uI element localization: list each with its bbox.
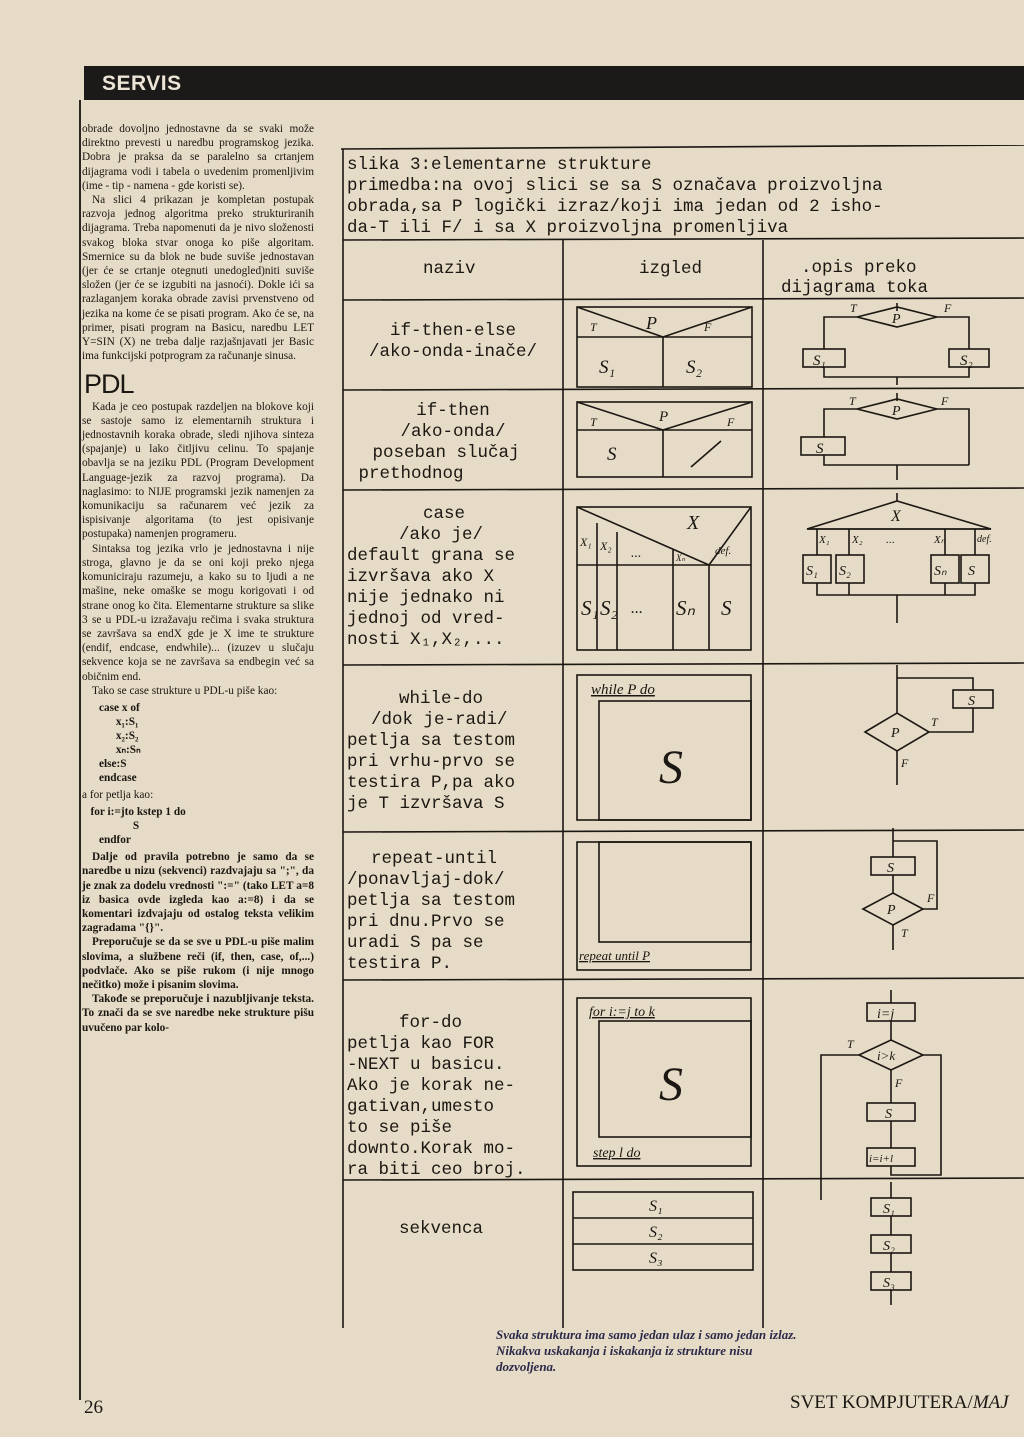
text-column (82, 122, 314, 1035)
row-name-line: jednoj od vred- (347, 609, 505, 629)
figure-caption (496, 1327, 936, 1375)
label-S: S (659, 1058, 683, 1111)
label-incr: i=i+l (869, 1153, 894, 1165)
label-S1: S₁ (806, 564, 818, 579)
nassi-sequence (573, 1192, 753, 1270)
label-S1: S₁ (599, 357, 616, 378)
label-P: P (892, 404, 901, 419)
label-F: F (704, 320, 712, 334)
label-T: T (931, 715, 938, 729)
row-name-line: sekvenca (399, 1219, 484, 1239)
label-P: P (646, 313, 657, 333)
row-name-line: while-do (399, 689, 484, 709)
row-name-line: /ako-onda/ (400, 422, 506, 442)
label-P: P (892, 312, 901, 327)
label-dots: ... (631, 600, 643, 617)
row-name-line: default grana se (347, 546, 516, 566)
label-x1: X₁ (580, 535, 592, 549)
nassi-if-then (577, 402, 752, 477)
row-name-line: downto.Korak mo- (347, 1139, 516, 1159)
figure-note-line: obrada,sa P logički izraz/koji ima jedan od 2 isho- (347, 197, 883, 217)
label-F: F (727, 415, 735, 429)
row-name-line: prethodnog (358, 464, 464, 484)
label-F: F (927, 891, 935, 905)
label-T: T (847, 1037, 854, 1051)
row-name-line: pri dnu.Prvo se (347, 912, 505, 932)
label-S: S (968, 564, 975, 579)
code-for: for i:=jto kstep 1 do S endfor (90, 806, 186, 847)
figure-title: slika 3:elementarne strukture (347, 155, 652, 175)
row-name-line: petlja kao FOR (347, 1034, 495, 1054)
issue-month: MAJ (972, 1392, 1009, 1413)
label-T: T (590, 415, 597, 429)
row-name-line: pri vrhu-prvo se (347, 752, 516, 772)
label-X: X (687, 512, 700, 534)
label-S: S (659, 741, 683, 794)
caption-line: dozvoljena. (496, 1359, 557, 1374)
label-T: T (849, 394, 856, 408)
label-S2: S₂ (839, 564, 851, 579)
row-name-line: nosti X₁,X₂,... (347, 630, 505, 650)
paragraph: Kada je ceo postupak razdeljen na blokove koji se sastoje samo iz elementarnih struktura i jednostavnih koraka obrade, sledi njihova sinteza (spajanje) u lako čitljivu celinu. To spajanje obavlja se na jeziku PDL (Program Development Language-jezik za razvoj programa). Da naglasimo: to NIJE programski jezik namenjen za komunikaciju sa računarem već jezik za ispisivanje algoritama (to jest opisivanje postupaka) namenjen programeru. (82, 400, 314, 541)
label-P: P (887, 903, 896, 918)
label-X: X (891, 508, 901, 525)
label-T: T (901, 926, 908, 940)
label-S1: S₁ (581, 596, 599, 620)
flow-case (803, 493, 992, 623)
row-name-line: petlja sa testom (347, 891, 516, 911)
label-P: P (659, 409, 669, 425)
flow-sequence (871, 1182, 911, 1305)
row-name-line: /dok je-radi/ (371, 710, 508, 730)
code-case: case x of x₁:S₁ x₂:S₂ xₙ:Sₙ else:S endcase (98, 701, 141, 784)
label-S3: S₃ (649, 1250, 663, 1267)
row-name-line: poseban slučaj (372, 443, 520, 463)
label-dots: ... (631, 546, 642, 561)
label-S1: S₁ (883, 1202, 895, 1217)
label-F: F (944, 301, 952, 315)
label-S: S (887, 861, 894, 876)
row-name-line: to se piše (347, 1118, 453, 1138)
label-S1: S₁ (813, 353, 826, 369)
column-header-izgled: izgled (639, 259, 703, 279)
label-x2: X₂ (852, 534, 863, 546)
row-name-line: gativan,umesto (347, 1097, 495, 1117)
paragraph: Preporučuje se da se sve u PDL-u piše malim slovima, a službene reči (if, then, case, of,...) podvlače. Ako se piše rukom (i nije mnogo nečitko) može i pisanim slovima. (82, 936, 314, 991)
label-assign: i=j (877, 1007, 895, 1022)
row-name-line: -NEXT u basicu. (347, 1055, 505, 1075)
label-for-header: for i:=j to k (589, 1005, 655, 1020)
label-cond: i>k (877, 1048, 896, 1063)
column-header-opis: .opis preko (801, 258, 917, 278)
nassi-for-do (577, 998, 751, 1166)
label-repeat-footer: repeat until P (579, 948, 651, 963)
row-name-line: /ponavljaj-dok/ (347, 870, 505, 890)
figure-note-line: primedba:na ovoj slici se sa S označava proizvoljna (347, 176, 883, 196)
nassi-while-do (577, 675, 751, 820)
label-S3: S₃ (883, 1276, 895, 1291)
label-S: S (721, 596, 732, 620)
nassi-case (577, 507, 751, 650)
paragraph: Dalje od pravila potrebno je samo da se naredbe u nizu (sekvenci) razdvajaju sa ";", da je znak za dodelu vrednosti ":=" (tako LET a=8 iz basica ovde izgleda kao a:=8) i da se komentari izdvajaju od ostalog teksta velikim zagradama "{}". (82, 851, 314, 935)
figure-note-line: da-T ili F/ i sa X proizvoljna promenljiva (347, 218, 789, 238)
label-S2: S₂ (883, 1239, 895, 1254)
label-Sn: Sₙ (934, 564, 947, 579)
section-header-bar (84, 66, 1024, 100)
row-name-line: ra biti ceo broj. (347, 1160, 526, 1180)
column-header-opis-2: dijagrama toka (781, 278, 929, 298)
label-F: F (895, 1076, 903, 1090)
caption-line: Nikakva uskakanja i iskakanja iz strukture nisu (496, 1343, 753, 1358)
label-S1: S₁ (649, 1198, 663, 1215)
label-P: P (891, 726, 900, 741)
section-title: SERVIS (102, 72, 182, 95)
label-S: S (968, 694, 975, 709)
row-name-line: nije jednako ni (347, 588, 505, 608)
label-xn: Xₙ (676, 553, 686, 563)
label-S2: S₂ (960, 353, 973, 369)
label-def: def. (977, 534, 992, 545)
label-while-header: while P do (591, 682, 655, 698)
paragraph: a for petlja kao: (82, 788, 154, 801)
row-name-line: for-do (399, 1013, 463, 1033)
magazine-name: SVET KOMPJUTERA/ (790, 1392, 973, 1413)
label-T: T (590, 320, 597, 334)
row-name-line: je T izvršava S (347, 794, 505, 814)
flow-repeat-until (863, 828, 937, 950)
label-xn: Xₙ (934, 534, 946, 546)
row-name-line: case (423, 504, 466, 524)
label-S2: S₂ (600, 596, 618, 620)
row-name-line: /ako je/ (399, 525, 484, 545)
paragraph: Takođe se preporučuje i nazubljivanje teksta. To znači da se sve naredbe neke strukture pišu uvučeno par kolo- (82, 993, 314, 1034)
label-F: F (941, 394, 949, 408)
label-for-footer: step l do (593, 1146, 641, 1161)
label-S2: S₂ (649, 1224, 663, 1241)
label-x2: X₂ (600, 539, 612, 553)
label-S: S (885, 1107, 892, 1122)
flow-for-do (821, 990, 941, 1200)
left-rule (79, 100, 81, 1400)
label-def: def. (715, 545, 732, 557)
row-name-line: repeat-until (371, 849, 498, 869)
paragraph: Na slici 4 prikazan je kompletan postupak razvoja jednog algoritma preko strukturiranih dijagrama. Treba napomenuti da je nivo složenosti svakog bloka stvar onoga ko piše algoritam. Smernice su da blok ne bude suviše jednostavan (jer će se crtanje otegnuti unedogled)niti suviše složen (jer će se izgubiti na jasnoći). Dokle ići sa razlaganjem koraka obrade zavisi prvenstveno od jezika na kome će se pisati program. Ako će se, na primer, pisati program na Basicu, naredbu LET Y=SIN (X) ne treba dalje razjašnjavati jer Basic ima funkcijski potprogram za računanje sinusa. (82, 194, 314, 363)
nassi-if-then-else (577, 307, 752, 387)
magazine-footer (790, 1392, 1009, 1414)
column-header-naziv: naziv (423, 259, 476, 279)
page-number: 26 (84, 1397, 103, 1418)
row-name-line: testira P. (347, 954, 453, 974)
row-name-line: if-then-else (389, 321, 517, 341)
paragraph: Sintaksa tog jezika vrlo je jednostavna i nije stroga, glavno je da se oni koji preko njega komuniciraju razumeju, a kako su to ljudi a ne mašine, neke omaške se mogu korigovati i od strane onog ko čita. Elementarne strukture sa slike 3 se u PDL-u izražavaju rečima i svaka struktura se završava sa endX gde je X ime te strukture (endif, endcase, endwhile)... (izuzev u slučaju sekvence koja se ne završava sa endbegin već sa običnim end. (82, 542, 314, 683)
label-S: S (607, 444, 617, 465)
row-name-line: if-then (416, 401, 490, 421)
label-T: T (850, 301, 857, 315)
row-name-line: izvršava ako X (347, 567, 495, 587)
label-S: S (816, 441, 824, 457)
nassi-repeat-until (577, 842, 751, 970)
flow-if-then (801, 393, 969, 480)
flow-while-do (865, 665, 993, 785)
label-Sn: Sₙ (676, 596, 695, 620)
row-name-line: petlja sa testom (347, 731, 516, 751)
figure-elementary-structures (341, 145, 1024, 1330)
section-heading: PDL (84, 369, 134, 400)
row-name-line: testira P,pa ako (347, 773, 516, 793)
label-x1: X₁ (819, 534, 830, 546)
label-S2: S₂ (686, 357, 703, 378)
caption-line: Svaka struktura ima samo jedan ulaz i samo jedan izlaz. (496, 1327, 797, 1342)
row-name-line: Ako je korak ne- (347, 1076, 516, 1096)
flow-if-then-else (803, 301, 989, 385)
paragraph: obrade dovoljno jednostavne da se svaki može direktno prevesti u naredbu programskog jezika. Dobra je praksa da se paralelno sa crtanjem dijagrama vodi i tabela o uvedenim promenljivim (ime - tip - namena - gde koristi se). (82, 123, 314, 192)
label-F: F (901, 756, 909, 770)
label-dots: ... (886, 532, 895, 546)
row-name-line: /ako-onda-inače/ (368, 342, 538, 362)
row-name-line: uradi S pa se (347, 933, 484, 953)
paragraph: Tako se case strukture u PDL-u piše kao: (92, 684, 278, 697)
